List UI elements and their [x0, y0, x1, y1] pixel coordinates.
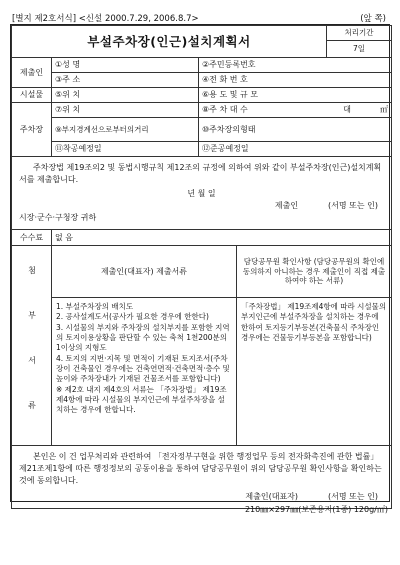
form-number: [별지 제2호서식] <신설 2000.7.29, 2006.8.7>	[12, 14, 199, 24]
doc-note: ※ 제2호 내지 제4호의 서류는 「주차장법」 제19조제4항에 따라 시설물의 부지인근에 부설주차장을 설치하는 경우에 한합니다.	[56, 384, 227, 415]
parking-count-label: ⑧주 차 대 수	[202, 105, 248, 114]
parking-count-field[interactable]	[199, 103, 392, 118]
parking-count-unit: 대	[343, 105, 351, 114]
doc-item: 4. 토지의 지번·지목 및 면적이 기재된 토지조서(주차장이 건축물인 경우에는 건축연면적·건축면적·층수 및 높이와 주차장내가 기재된 건물조서를 포함합니다)	[56, 353, 230, 384]
page-side: (앞 쪽)	[360, 14, 386, 24]
submit-docs-list	[52, 298, 237, 446]
facility-location-field[interactable]: ⑤위 치	[52, 88, 199, 103]
form-table	[11, 25, 392, 509]
doc-item: 2. 공사설계도서(공사가 필요한 경우에 한한다)	[56, 312, 209, 322]
completion-date-field[interactable]: ⑫준공예정일	[199, 142, 392, 157]
processing-period-label: 처리기간	[327, 26, 392, 41]
parking-form-field[interactable]: ⑩주차장의형태	[199, 118, 392, 142]
facility-use-scale-field[interactable]: ⑥용 도 및 규 모	[199, 88, 392, 103]
declaration-sign[interactable]: (서명 또는 인)	[328, 201, 379, 210]
doc-item: 3. 시설물의 부지와 주차장의 설치부지를 포함한 지역의 토지이용상황을 판단할 수 있는 축척 1천200분의 1이상의 지형도	[56, 322, 230, 353]
consent-block	[12, 446, 392, 509]
fee-value: 없 음	[52, 230, 392, 246]
paper-spec: 210㎜×297㎜(보존용지(1종) 120g/㎡)	[244, 505, 388, 514]
consent-submitter: 제출인(대표자)	[245, 492, 299, 501]
applicant-rrn-field[interactable]: ②주민등록번호	[199, 58, 392, 73]
applicant-label: 제출인	[12, 58, 52, 88]
official-check-text: 「주차장법」 제19조제4항에 따라 시설물의 부지인근에 부설주차장을 설치하는 경우에 한하여 토지등기부등본(건축물식 주차장인 경우에는 건물등기부등본을 포함합니다)	[237, 298, 392, 446]
declaration-block	[12, 157, 392, 230]
applicant-name-field[interactable]: ①성 명	[52, 58, 199, 73]
doc-item: 1. 부설주차장의 배치도	[56, 302, 134, 311]
submit-docs-header: 제출인(대표자) 제출서류	[52, 246, 237, 298]
facility-label: 시설물	[12, 88, 52, 103]
declaration-date[interactable]: 년 월 일	[187, 189, 216, 198]
declaration-text: 주차장법 제19조의2 및 동법시행규칙 제12조의 규정에 의하여 위와 같이 부설주차장(인근)설치계획서를 제출합니다.	[19, 163, 382, 184]
form-frame	[10, 24, 390, 502]
consent-sign[interactable]: (서명 또는 인)	[328, 492, 379, 501]
processing-period-value: 7일	[327, 40, 392, 57]
declaration-recipient: 시장·군수·구청장 귀하	[19, 213, 97, 222]
attachments-label-text: 첨 부 서 류	[27, 265, 37, 423]
declaration-submitter: 제출인	[274, 201, 299, 210]
applicant-phone-field[interactable]: ④전 화 번 호	[199, 73, 392, 88]
fee-label: 수수료	[12, 230, 52, 246]
parking-location-field[interactable]: ⑦위 치	[52, 103, 199, 118]
parking-area-unit: ㎡	[380, 105, 389, 114]
parking-distance-field[interactable]: ⑨부지경계선으로부터의거리	[52, 118, 199, 142]
applicant-address-field[interactable]: ③주 소	[52, 73, 199, 88]
parking-label: 주차장	[12, 103, 52, 157]
start-date-field[interactable]: ⑪착공예정일	[52, 142, 199, 157]
form-title: 부설주차장(인근)설치계획서	[12, 26, 327, 58]
official-check-header: 담당공무원 확인사항 (담당공무원의 확인에 동의하지 아니하는 경우 제출인이 직접 제출하여야 하는 서류)	[237, 246, 392, 298]
attachments-label	[12, 246, 52, 446]
consent-text: 본인은 이 건 업무처리와 관련하여 「전자정부구현을 위한 행정업무 등의 전자화촉진에 관한 법률」 제21조제1항에 따른 행정정보의 공동이용을 통하여 담당공무원이 위의 담당공무원 확인사항을 확인하는 것에 동의합니다.	[19, 452, 382, 485]
